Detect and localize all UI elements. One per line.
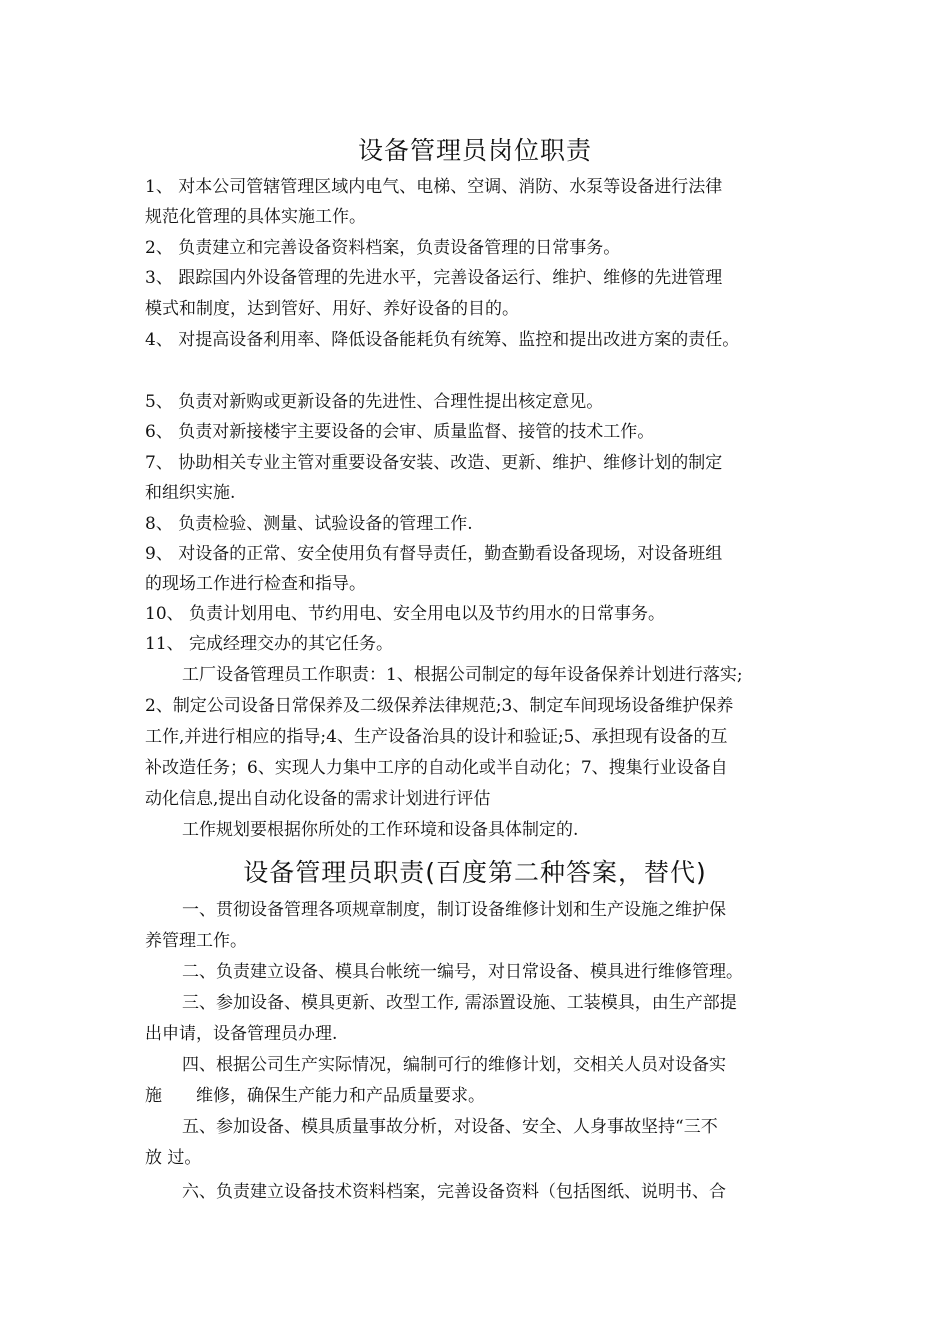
text-line-26: 出申请，设备管理员办理. [145,1024,338,1044]
text-line-19: 补改造任务；6、实现人力集中工序的自动化或半自动化；7、搜集行业设备自 [145,758,728,778]
text-line-11: 8、 负责检验、测量、试验设备的管理工作. [145,514,473,534]
text-line-14: 10、 负责计划用电、节约用电、安全用电以及节约用水的日常事务。 [145,604,666,624]
text-line-12: 9、 对设备的正常、安全使用负有督导责任，勤查勤看设备现场，对设备班组 [145,544,723,564]
text-line-23: 养管理工作。 [145,931,247,951]
text-line-13: 的现场工作进行检查和指导。 [145,574,366,594]
text-line-30: 放 过。 [145,1148,202,1168]
text-line-24: 二、负责建立设备、模具台帐统一编号，对日常设备、模具进行维修管理。 [182,962,743,982]
text-line-9: 7、 协助相关专业主管对重要设备安装、改造、更新、维护、维修计划的制定 [145,453,723,473]
section-title: 设备管理员职责(百度第二种答案，替代) [243,858,707,887]
text-line-29: 五、参加设备、模具质量事故分析，对设备、安全、人身事故坚持“三不 [182,1117,718,1137]
text-line-7: 5、 负责对新购或更新设备的先进性、合理性提出核定意见。 [145,392,604,412]
document-title: 设备管理员岗位职责 [357,136,592,165]
text-line-1: 1、 对本公司管辖管理区域内电气、电梯、空调、消防、水泵等设备进行法律 [145,177,723,197]
text-line-15: 11、 完成经理交办的其它任务。 [145,634,394,654]
text-line-3: 2、 负责建立和完善设备资料档案，负责设备管理的日常事务。 [145,238,621,258]
text-line-28: 施 维修，确保生产能力和产品质量要求。 [145,1086,485,1106]
text-line-4: 3、 跟踪国内外设备管理的先进水平，完善设备运行、维护、维修的先进管理 [145,268,723,288]
text-line-8: 6、 负责对新接楼宇主要设备的会审、质量监督、接管的技术工作。 [145,422,655,442]
text-line-25: 三、参加设备、模具更新、改型工作, 需添置设施、工装模具，由生产部提 [182,993,737,1013]
text-line-17: 2、制定公司设备日常保养及二级保养法律规范;3、制定车间现场设备维护保养 [145,696,734,716]
text-line-6: 4、 对提高设备利用率、降低设备能耗负有统筹、监控和提出改进方案的责任。 [145,330,740,350]
text-line-27: 四、根据公司生产实际情况，编制可行的维修计划，交相关人员对设备实 [182,1055,726,1075]
text-line-22: 一、贯彻设备管理各项规章制度，制订设备维修计划和生产设施之维护保 [182,900,726,920]
text-line-18: 工作,并进行相应的指导;4、生产设备治具的设计和验证;5、承担现有设备的互 [145,727,728,747]
text-line-5: 模式和制度，达到管好、用好、养好设备的目的。 [145,299,519,319]
text-line-16: 工厂设备管理员工作职责：1、根据公司制定的每年设备保养计划进行落实; [182,665,743,685]
text-line-21: 工作规划要根据你所处的工作环境和设备具体制定的. [182,820,579,840]
text-line-31: 六、负责建立设备技术资料档案，完善设备资料（包括图纸、说明书、合 [182,1182,726,1202]
text-line-10: 和组织实施. [145,483,236,503]
text-line-20: 动化信息,提出自动化设备的需求计划进行评估 [145,789,491,809]
text-line-2: 规范化管理的具体实施工作。 [145,207,366,227]
